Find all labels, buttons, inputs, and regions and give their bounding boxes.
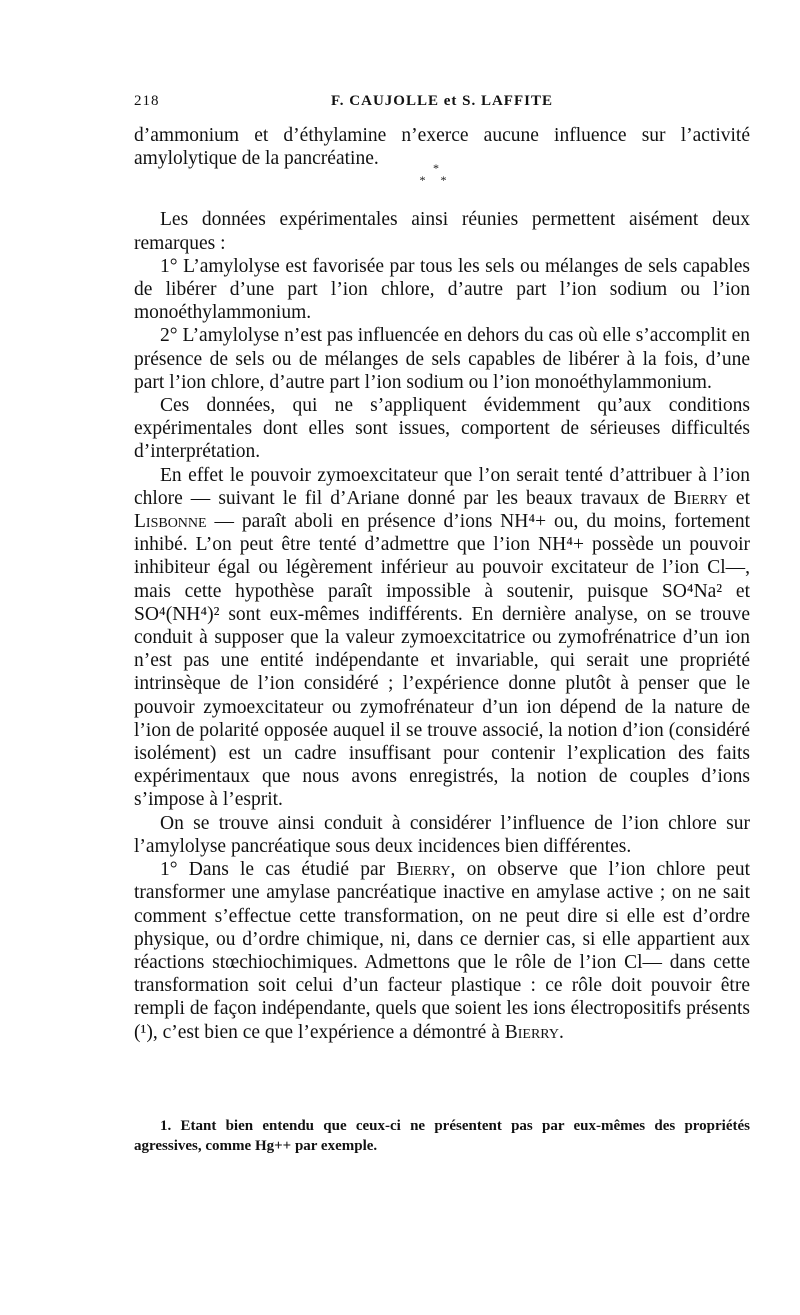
paragraph-difficulties: Ces données, qui ne s’appliquent évidemment qu’aux conditions expérimentales dont elles sont issues, comportent de sérieuses difficultés d’interprétation.	[134, 395, 750, 463]
author-name: Lisbonne	[134, 511, 207, 533]
separator-star-top: *	[433, 161, 439, 175]
text-segment: .	[558, 1021, 564, 1043]
page-header	[134, 93, 750, 115]
body-text	[134, 124, 750, 1044]
paragraph-continued: d’ammonium et d’éthylamine n’exerce aucune influence sur l’activité amylolytique de la pancréatine.	[134, 125, 750, 170]
separator-gap	[134, 170, 750, 208]
paragraph-remark-2: 2° L’amylolyse n’est pas influencée en dehors du cas où elle s’accomplit en présence de sels ou de mélanges de sels capables de libérer à la fois, d’une part l’ion chlore, d’autre part l’ion sodium ou l’ion monoéthylammonium.	[134, 325, 750, 393]
author-name: Bierry	[504, 1021, 559, 1043]
paragraph-two-incidences: On se trouve ainsi conduit à considérer l’influence de l’ion chlore sur l’amylolyse pancréatique sous deux incidences bien différentes.	[134, 812, 750, 857]
paragraph-case-1	[134, 858, 750, 1044]
text-segment: et	[727, 487, 750, 509]
text-segment: , on observe que l’ion chlore peut transformer une amylase pancréatique inactive en amylase active ; on ne sait comment s’effectue cette transformation, on ne peut dire si elle est d’ordre physique, ou d’ordre chimique, ni, dans ce dernier cas, si elle appartient aux réactions stœchiochimiques. Admettons que le rôle de l’ion Cl— dans cette transformation soit celui d’un facteur plastique : ce rôle doit pouvoir être rempli de façon indépendante, quels que soient les ions électropositifs présents	[134, 859, 751, 1020]
footnote: 1. Etant bien entendu que ceux-ci ne présentent pas par eux-mêmes des propriétés agressives, comme Hg++ par exemple.	[134, 1118, 750, 1154]
running-title: F. CAUJOLLE et S. LAFFITE	[331, 93, 553, 109]
footnote-reference: (¹)	[134, 1021, 153, 1043]
author-name: Bierry	[396, 859, 451, 881]
paragraph-interpretation	[134, 464, 750, 812]
separator-stars-bottom: * *	[419, 173, 453, 187]
author-name: Bierry	[673, 487, 728, 509]
text-segment: — paraît aboli en présence d’ions NH⁴+ ou, du moins, fortement inhibé. L’on peut être tenté d’admettre que l’ion NH⁴+ possède un pouvoir inhibiteur égal ou légèrement inférieur au pouvoir excitateur de l’ion Cl—, mais cette hypothèse paraît impossible à soutenir, puisque SO⁴Na² et SO⁴(NH⁴)² sont eux-mêmes indifférents. En dernière analyse, on se trouve conduit à supposer que la valeur zymoexcitatrice ou zymofrénatrice d’un ion n’est pas une entité indépendante et invariable, qui serait une propriété intrinsèque de l’ion considéré ; l’expérience donne plutôt à penser que le pouvoir zymoexcitateur ou zymofrénateur d’un ion dépend de la nature de l’ion de polarité opposée auquel il se trouve associé, la notion d’ion (considéré isolément) est un cadre insuffisant pour contenir l’explication des faits expérimentaux que nous avons enregistrés, la notion de couples d’ions s’impose à l’esprit.	[134, 511, 750, 811]
text-segment: 1° Dans le cas étudié par	[160, 859, 397, 881]
text-segment: En effet le pouvoir zymoexcitateur que l’on serait tenté d’attribuer à l’ion chlore — suivant le fil d’Ariane donné par les beaux travaux de	[134, 464, 750, 509]
paragraph-remarks-intro: Les données expérimentales ainsi réunies permettent aisément deux remarques :	[134, 209, 750, 254]
text-segment: , c’est bien ce que l’expérience a démontré à	[152, 1021, 505, 1043]
page-number: 218	[134, 93, 160, 109]
paragraph-remark-1: 1° L’amylolyse est favorisée par tous les sels ou mélanges de sels capables de libérer d’une part l’ion chlore, d’autre part l’ion sodium ou l’ion monoéthylammonium.	[134, 255, 750, 324]
